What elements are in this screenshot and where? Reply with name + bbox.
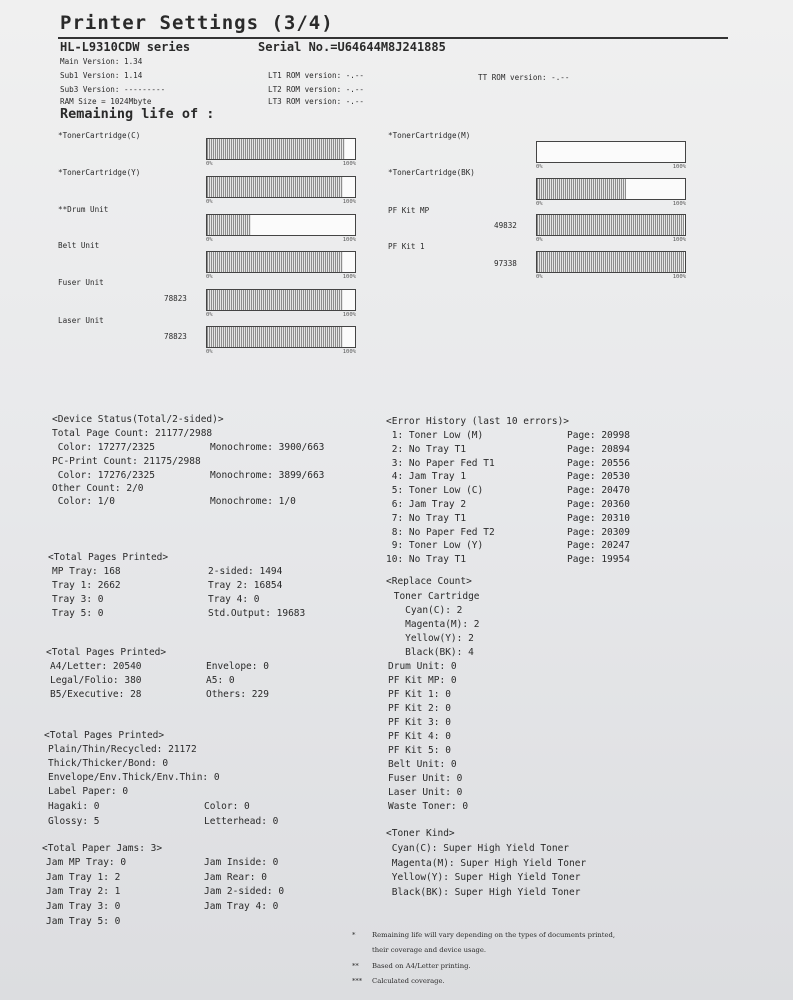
jam-2-sided: Jam 2-sided: 0 bbox=[204, 886, 285, 897]
replace-count-entry: Fuser Unit: 0 bbox=[388, 773, 463, 784]
tray3-count: Tray 3: 0 bbox=[52, 594, 104, 605]
jam-inside: Jam Inside: 0 bbox=[204, 857, 279, 868]
title-rule bbox=[58, 37, 728, 39]
total-page-count: Total Page Count: 21177/2988 bbox=[52, 428, 213, 439]
jam-tray3: Jam Tray 3: 0 bbox=[46, 901, 121, 912]
remaining-life-bar bbox=[536, 251, 686, 273]
replace-count-entry: Laser Unit: 0 bbox=[388, 787, 463, 798]
serial-number: Serial No.=U64644M8J241885 bbox=[258, 40, 446, 54]
bar-scale: 0% 100% bbox=[206, 349, 356, 355]
consumable-label: *TonerCartridge(Y) bbox=[58, 168, 141, 177]
main-version: Main Version: 1.34 bbox=[60, 57, 143, 66]
replace-count-entry: PF Kit 3: 0 bbox=[388, 717, 451, 728]
legal-folio-count: Legal/Folio: 380 bbox=[50, 675, 142, 686]
a5-count: A5: 0 bbox=[206, 675, 235, 686]
toner-kind-entry: Magenta(M): Super High Yield Toner bbox=[386, 857, 587, 869]
letterhead-count: Letterhead: 0 bbox=[204, 816, 279, 827]
remaining-life-bar bbox=[206, 251, 356, 273]
toner-kind-entry: Cyan(C): Super High Yield Toner bbox=[386, 843, 570, 854]
remaining-life-bar bbox=[206, 289, 356, 311]
replace-count-entry: Belt Unit: 0 bbox=[388, 759, 457, 770]
error-entry: 5: Toner Low (C) bbox=[386, 485, 484, 497]
error-entry: 8: No Paper Fed T2 bbox=[386, 526, 495, 538]
replace-count-entry: PF Kit 4: 0 bbox=[388, 731, 451, 742]
a4-letter-count: A4/Letter: 20540 bbox=[50, 661, 142, 672]
error-page: Page: 20309 bbox=[567, 526, 630, 538]
pages-by-media-header: <Total Pages Printed> bbox=[44, 730, 165, 741]
replace-count-entry: PF Kit 2: 0 bbox=[388, 703, 451, 714]
tray1-count: Tray 1: 2662 bbox=[52, 580, 121, 591]
jam-tray2: Jam Tray 2: 1 bbox=[46, 886, 121, 897]
footnote-a4-letter: Based on A4/Letter printing. bbox=[372, 962, 471, 970]
replace-count-entry: Yellow(Y): 2 bbox=[388, 633, 474, 644]
pc-print-count: PC-Print Count: 21175/2988 bbox=[52, 456, 201, 467]
bar-scale: 0% 100% bbox=[536, 201, 686, 207]
error-page: Page: 20470 bbox=[567, 485, 630, 497]
remaining-life-bar bbox=[206, 176, 356, 198]
consumable-count: 78823 bbox=[164, 294, 187, 303]
other-color-count: Color: 1/0 bbox=[52, 496, 115, 507]
error-history-header: <Error History (last 10 errors)> bbox=[386, 416, 570, 427]
tt-rom-version: TT ROM version: -.-- bbox=[478, 73, 570, 82]
other-mono-count: Monochrome: 1/0 bbox=[210, 496, 296, 507]
replace-count-entry: Toner Cartridge bbox=[388, 591, 480, 602]
error-entry: 10: No Tray T1 bbox=[386, 554, 467, 566]
error-entry: 9: Toner Low (Y) bbox=[386, 540, 484, 552]
remaining-life-bar bbox=[536, 141, 686, 163]
consumable-count: 78823 bbox=[164, 332, 187, 341]
pages-by-tray-header: <Total Pages Printed> bbox=[48, 552, 169, 563]
consumable-label: *TonerCartridge(BK) bbox=[388, 168, 475, 177]
bar-scale: 0% 100% bbox=[206, 312, 356, 318]
lt2-rom-version: LT2 ROM version: -.-- bbox=[268, 85, 365, 94]
replace-count-header: <Replace Count> bbox=[386, 576, 472, 587]
replace-count-entry: Magenta(M): 2 bbox=[388, 619, 480, 630]
jam-tray4: Jam Tray 4: 0 bbox=[204, 901, 279, 912]
label-paper-count: Label Paper: 0 bbox=[48, 786, 129, 797]
two-sided-count: 2-sided: 1494 bbox=[208, 566, 283, 577]
error-entry: 2: No Tray T1 bbox=[386, 443, 467, 455]
other-count: Other Count: 2/0 bbox=[52, 483, 144, 494]
color-media-count: Color: 0 bbox=[204, 801, 250, 812]
consumable-count: 49832 bbox=[494, 221, 517, 230]
footnote-mark: * bbox=[352, 931, 356, 939]
tray5-count: Tray 5: 0 bbox=[52, 608, 104, 619]
replace-count-entry: Drum Unit: 0 bbox=[388, 661, 457, 672]
replace-count-entry: PF Kit MP: 0 bbox=[388, 675, 457, 686]
consumable-label: Fuser Unit bbox=[58, 278, 104, 287]
replace-count-entry: Black(BK): 4 bbox=[388, 647, 474, 658]
pc-print-mono-count: Monochrome: 3899/663 bbox=[210, 470, 325, 481]
std-output-count: Std.Output: 19683 bbox=[208, 608, 306, 619]
footnote-mark: *** bbox=[352, 977, 363, 985]
jam-rear: Jam Rear: 0 bbox=[204, 872, 267, 883]
error-entry: 3: No Paper Fed T1 bbox=[386, 457, 495, 469]
footnote-coverage: Calculated coverage. bbox=[372, 977, 445, 985]
remaining-life-title: Remaining life of : bbox=[60, 106, 215, 122]
others-count: Others: 229 bbox=[206, 689, 269, 700]
error-entry: 4: Jam Tray 1 bbox=[386, 471, 467, 483]
sub3-version: Sub3 Version: --------- bbox=[60, 85, 166, 94]
consumable-label: PF Kit 1 bbox=[388, 242, 425, 251]
page-title: Printer Settings (3/4) bbox=[60, 12, 334, 34]
model-name: HL-L9310CDW series bbox=[60, 40, 191, 54]
toner-kind-header: <Toner Kind> bbox=[386, 828, 455, 839]
error-page: Page: 20998 bbox=[567, 430, 630, 441]
error-entry: 7: No Tray T1 bbox=[386, 512, 467, 524]
consumable-label: Laser Unit bbox=[58, 316, 104, 325]
mp-tray-count: MP Tray: 168 bbox=[52, 566, 121, 577]
plain-paper-count: Plain/Thin/Recycled: 21172 bbox=[48, 744, 197, 755]
bar-scale: 0% 100% bbox=[206, 237, 356, 243]
pc-print-color-count: Color: 17276/2325 bbox=[52, 470, 155, 481]
consumable-label: PF Kit MP bbox=[388, 206, 430, 215]
jam-mp-tray: Jam MP Tray: 0 bbox=[46, 857, 127, 868]
hagaki-count: Hagaki: 0 bbox=[48, 801, 100, 812]
bar-scale: 0% 100% bbox=[206, 161, 356, 167]
ram-size: RAM Size = 1024Mbyte bbox=[60, 97, 152, 106]
toner-kind-entry: Yellow(Y): Super High Yield Toner bbox=[386, 872, 581, 883]
bar-scale: 0% 100% bbox=[536, 237, 686, 243]
pages-by-size-header: <Total Pages Printed> bbox=[46, 647, 167, 658]
remaining-life-bar bbox=[206, 326, 356, 348]
replace-count-entry: Cyan(C): 2 bbox=[388, 605, 463, 616]
device-status-header: <Device Status(Total/2-sided)> bbox=[52, 414, 224, 425]
total-color-count: Color: 17277/2325 bbox=[52, 442, 155, 453]
footnote-remaining-life: Remaining life will vary depending on the types of documents printed, bbox=[372, 931, 616, 939]
error-entry: 6: Jam Tray 2 bbox=[386, 499, 467, 510]
error-page: Page: 20530 bbox=[567, 471, 630, 483]
consumable-label: **Drum Unit bbox=[58, 205, 109, 214]
footnote-mark: ** bbox=[352, 962, 359, 970]
b5-executive-count: B5/Executive: 28 bbox=[50, 689, 142, 700]
footnote-remaining-life-cont: their coverage and device usage. bbox=[372, 946, 487, 954]
replace-count-entry: Waste Toner: 0 bbox=[388, 801, 469, 812]
thick-paper-count: Thick/Thicker/Bond: 0 bbox=[48, 758, 169, 769]
remaining-life-bar bbox=[206, 214, 356, 236]
lt1-rom-version: LT1 ROM version: -.-- bbox=[268, 71, 365, 80]
jam-tray1: Jam Tray 1: 2 bbox=[46, 872, 121, 883]
bar-scale: 0% 100% bbox=[536, 274, 686, 280]
error-page: Page: 20556 bbox=[567, 457, 630, 469]
envelope-media-count: Envelope/Env.Thick/Env.Thin: 0 bbox=[48, 772, 220, 783]
glossy-count: Glossy: 5 bbox=[48, 816, 100, 827]
remaining-life-bar bbox=[206, 138, 356, 160]
lt3-rom-version: LT3 ROM version: -.-- bbox=[268, 97, 365, 106]
sub1-version: Sub1 Version: 1.14 bbox=[60, 71, 143, 80]
error-page: Page: 20360 bbox=[567, 499, 630, 510]
toner-kind-entry: Black(BK): Super High Yield Toner bbox=[386, 886, 581, 898]
jam-tray5: Jam Tray 5: 0 bbox=[46, 916, 121, 927]
consumable-label: *TonerCartridge(C) bbox=[58, 131, 141, 140]
error-page: Page: 19954 bbox=[567, 554, 630, 566]
remaining-life-bar bbox=[536, 214, 686, 236]
total-mono-count: Monochrome: 3900/663 bbox=[210, 442, 325, 453]
error-entry: 1: Toner Low (M) bbox=[386, 430, 484, 441]
error-page: Page: 20310 bbox=[567, 512, 630, 524]
tray4-count: Tray 4: 0 bbox=[208, 594, 260, 605]
consumable-label: Belt Unit bbox=[58, 241, 100, 250]
bar-scale: 0% 100% bbox=[206, 274, 356, 280]
bar-scale: 0% 100% bbox=[536, 164, 686, 170]
bar-scale: 0% 100% bbox=[206, 199, 356, 205]
error-page: Page: 20247 bbox=[567, 540, 630, 552]
consumable-count: 97338 bbox=[494, 259, 517, 268]
error-page: Page: 20894 bbox=[567, 443, 630, 455]
consumable-label: *TonerCartridge(M) bbox=[388, 131, 471, 140]
tray2-count: Tray 2: 16854 bbox=[208, 580, 283, 591]
replace-count-entry: PF Kit 5: 0 bbox=[388, 745, 451, 756]
paper-jams-header: <Total Paper Jams: 3> bbox=[42, 843, 163, 854]
envelope-count: Envelope: 0 bbox=[206, 661, 269, 672]
replace-count-entry: PF Kit 1: 0 bbox=[388, 689, 451, 700]
remaining-life-bar bbox=[536, 178, 686, 200]
